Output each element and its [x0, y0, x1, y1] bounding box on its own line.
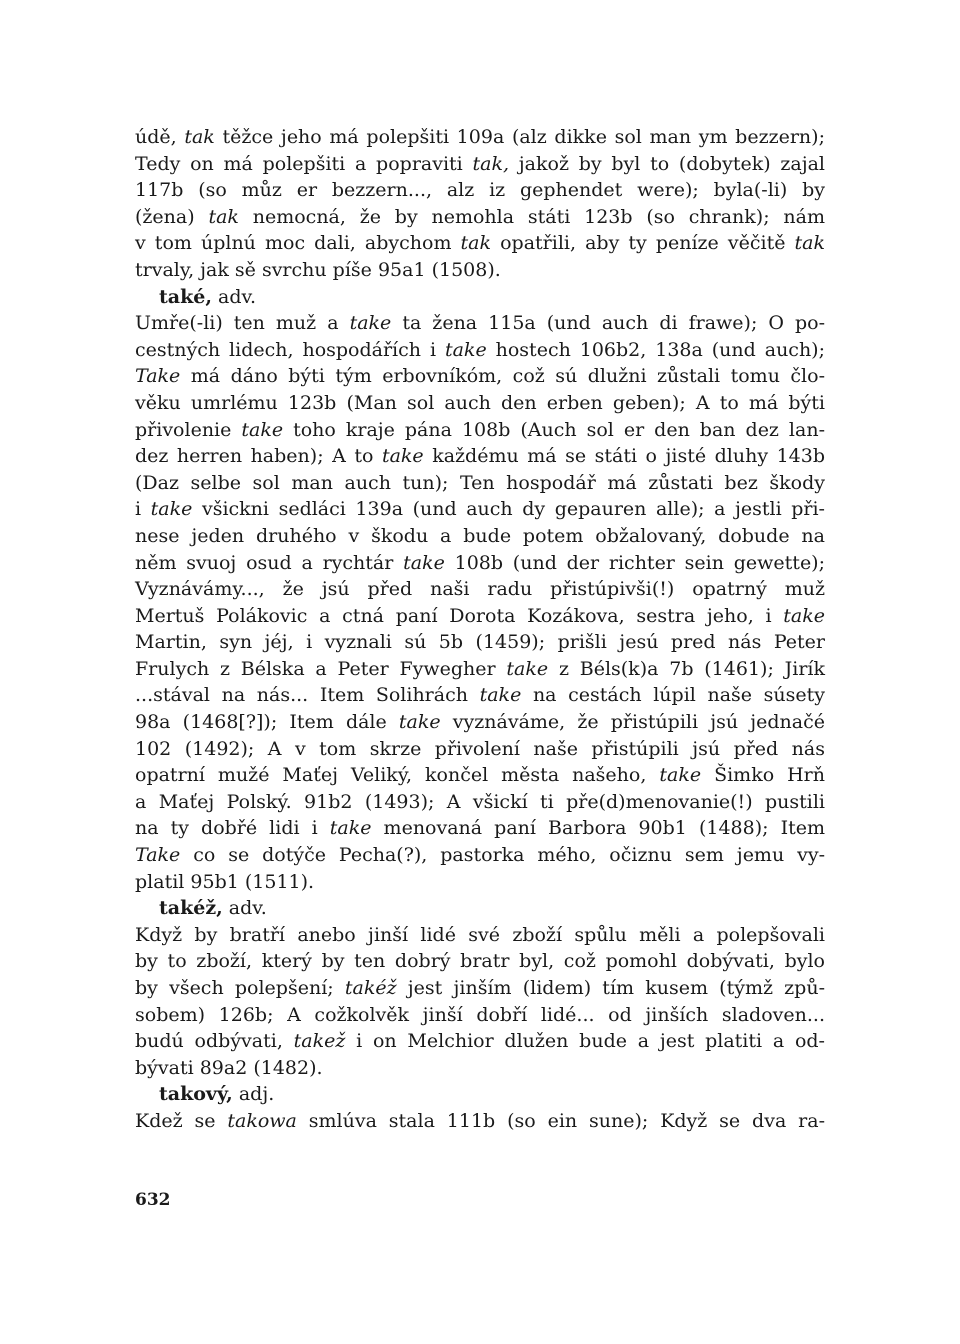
text-line — [135, 656, 825, 683]
text-segment: Tedy on má polepšiti a popraviti — [135, 152, 473, 175]
example-word: tak — [460, 232, 492, 255]
text-segment: Když by bratří anebo jinší lidé své zboží spůlu měli a polepšovali — [135, 923, 825, 946]
text-line — [135, 337, 825, 364]
text-line — [135, 390, 825, 417]
example-word: tak, — [472, 152, 510, 175]
text-segment: by všech polepšení; — [135, 977, 345, 999]
text-line — [135, 842, 825, 869]
text-segment: i on Melchior dlužen bude a jest platiti a od- — [345, 1030, 825, 1053]
text-segment: Vyznávámy..., že jsú před naši radu přistúpivši(!) opatrný muž — [135, 578, 825, 601]
example-word: take — [403, 551, 445, 574]
dictionary-page-body — [135, 124, 825, 1135]
part-of-speech: adj. — [232, 1083, 275, 1106]
text-segment: opatrní mužé Maťej Veliký, končel města našeho, — [135, 764, 660, 787]
text-line — [135, 948, 825, 975]
headword: takový, — [159, 1083, 233, 1106]
text-segment: cestných lidech, hospodářích i — [135, 338, 445, 361]
text-segment: dez herren haben); A to — [135, 445, 382, 468]
text-line — [135, 363, 825, 390]
text-segment: na ty dobřé lidi i — [135, 817, 330, 840]
text-segment: na cestách lúpil naše súsety — [521, 684, 825, 707]
text-line — [135, 629, 825, 656]
example-word: take — [329, 817, 372, 840]
example-word: Take — [135, 365, 181, 388]
example-word: takowa — [227, 1109, 297, 1132]
text-line — [135, 682, 825, 709]
text-segment: smlúva stala 111b (so ein sune); Když se dva ra- — [296, 1109, 825, 1132]
example-word: take — [783, 604, 825, 627]
example-word: take — [349, 312, 392, 335]
example-word: take — [381, 445, 424, 468]
text-segment: toho kraje pána 108b (Auch sol er den ban dez lan- — [283, 418, 825, 441]
text-segment: jest jinším (lidem) tím kusem (týmž způ- — [396, 977, 825, 999]
text-segment: 98a (1468[?]); Item dále — [135, 711, 399, 734]
text-segment: bývati 89a2 (1482). — [135, 1056, 323, 1079]
example-word: take — [150, 498, 193, 521]
text-segment: z Béls(k)a 7b (1461); Jirík — [548, 657, 825, 680]
text-segment: má dáno býti tým erbovníkóm, což sú dlužni zůstali tomu člo- — [180, 365, 825, 388]
text-line — [135, 151, 825, 178]
text-segment: (Daz selbe sol man auch tun); Ten hospodář má zůstati bez škody — [135, 471, 825, 494]
text-line — [135, 204, 825, 231]
text-segment: v tom úplnú moc dali, abychom — [135, 232, 461, 255]
example-word: takéž — [344, 977, 397, 999]
text-segment: budú odbývati, — [135, 1030, 294, 1053]
text-segment: trvaly, jak sě svrchu píše 95a1 (1508). — [135, 258, 501, 281]
text-line — [135, 177, 825, 204]
text-segment: každému má se státi o jisté dluhy 143b — [423, 445, 825, 468]
text-segment: co se dotýče Pecha(?), pastorka mého, očiznu sem jemu vy- — [180, 844, 825, 867]
example-word: take — [241, 418, 284, 441]
text-segment: Umře(-li) ten muž a — [135, 312, 350, 335]
text-line — [135, 709, 825, 736]
text-line — [135, 1055, 825, 1082]
text-segment: Martin, syn jéj, i vyznali sú 5b (1459); prišli jesú pred nás Peter — [135, 631, 825, 654]
text-segment: menovaná paní Barbora 90b1 (1488); Item — [371, 817, 825, 840]
entry-headword-line — [135, 895, 825, 922]
text-segment: údě, — [135, 126, 185, 148]
entry-headword-line — [135, 1081, 825, 1108]
text-segment: hostech 106b2, 138a (und auch); — [486, 338, 825, 361]
text-line — [135, 576, 825, 603]
text-segment: 102 (1492); A v tom skrze přivolení naše přistúpili jsú před nás — [135, 737, 825, 760]
text-segment: ta žena 115a (und auch di frawe); O po- — [391, 312, 825, 335]
text-segment: platil 95b1 (1511). — [135, 870, 315, 893]
text-segment: Mertuš Polákovic a ctná paní Dorota Kozákova, sestra jeho, i — [135, 604, 784, 627]
text-segment: věku umrlému 123b (Man sol auch den erben geben); A to má býti — [135, 391, 825, 414]
text-line — [135, 230, 825, 257]
text-line — [135, 310, 825, 337]
text-segment: nemocná, že by nemohla státi 123b (so chrank); nám — [238, 205, 825, 228]
text-segment: (žena) — [135, 205, 209, 228]
text-segment: ...stával na nás... Item Solihrách — [135, 684, 480, 707]
text-segment: by to zboží, který by ten dobrý bratr byl, což pomohl dobývati, bylo — [135, 950, 825, 973]
part-of-speech: adv. — [211, 285, 257, 308]
text-line — [135, 975, 825, 1002]
text-segment: Frulych z Bélska a Peter Fywegher — [135, 657, 507, 680]
text-line — [135, 417, 825, 444]
text-line — [135, 762, 825, 789]
text-line — [135, 815, 825, 842]
text-segment: a Maťej Polský. 91b2 (1493); A všickí ti pře(d)menovanie(!) pustili — [135, 790, 825, 813]
text-segment: Kdež se — [135, 1109, 228, 1132]
text-segment: těžce jeho má polepšiti 109a (alz dikke sol man ym bezzern); — [214, 126, 825, 148]
example-word: take — [659, 764, 702, 787]
text-segment: přivolenie — [135, 418, 242, 441]
example-word: take — [398, 711, 441, 734]
example-word: take — [479, 684, 522, 707]
part-of-speech: adv. — [222, 897, 267, 920]
text-segment: jakož by byl to (dobytek) zajal — [509, 152, 826, 175]
text-line — [135, 443, 825, 470]
entry-headword-line — [135, 284, 825, 311]
text-segment: sobem) 126b; A cožkolvěk jinší dobří lidé... od jinších sladoven... — [135, 1003, 825, 1026]
text-segment: Šimko Hrň — [701, 764, 826, 787]
text-line — [135, 1028, 825, 1055]
text-line — [135, 922, 825, 949]
text-line — [135, 603, 825, 630]
example-word: tak — [208, 205, 239, 228]
headword: také, — [159, 285, 212, 308]
text-line — [135, 550, 825, 577]
text-line — [135, 523, 825, 550]
example-word: Take — [135, 844, 181, 867]
text-line — [135, 1108, 825, 1135]
text-line — [135, 124, 825, 151]
headword: takéž, — [159, 897, 223, 920]
example-word: tak — [184, 126, 215, 148]
text-line — [135, 869, 825, 896]
text-segment: něm svuoj osud a rychtár — [135, 551, 404, 574]
text-line — [135, 789, 825, 816]
text-line — [135, 257, 825, 284]
text-line — [135, 1002, 825, 1029]
text-line — [135, 736, 825, 763]
example-word: tak — [794, 232, 825, 255]
text-segment: 117b (so můz er bezzern..., alz iz gephendet were); byla(-li) by — [135, 179, 825, 202]
page-number: 632 — [135, 1190, 171, 1210]
text-segment: i — [135, 498, 151, 521]
text-segment: 108b (und der richter sein gewette); — [444, 551, 825, 574]
text-segment: nese jeden druhého v škodu a bude potem obžalovaný, dobude na — [135, 524, 825, 547]
text-segment: opatřili, aby ty peníze věčitě — [491, 232, 795, 255]
example-word: take — [506, 657, 549, 680]
text-line — [135, 470, 825, 497]
example-word: take — [444, 338, 487, 361]
text-line — [135, 496, 825, 523]
text-segment: všickni sedláci 139a (und auch dy gepauren alle); a jestli při- — [192, 498, 825, 521]
text-segment: vyznáváme, že přistúpili jsú jednačé — [440, 711, 825, 734]
example-word: takež — [293, 1030, 346, 1053]
